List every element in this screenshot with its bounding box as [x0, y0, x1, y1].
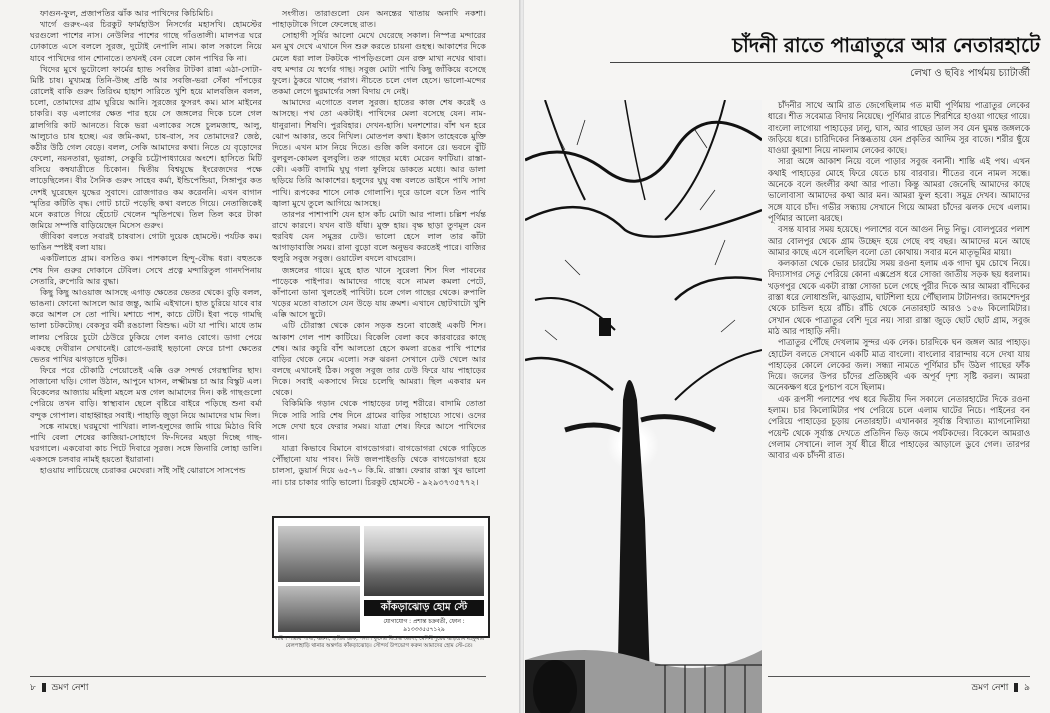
- paragraph: তারপর পাশাপাশি যেন হাস কাঁচ মোটা আর পালা। চল্লিশ পর্যন্ত রাখে কারণে। যখন বাউ ধাঁধা। মুক্ত হায়। বৃক্ষ ছাড়া তুণমূল যেন হুরবিধ যেন সমুদ্রর ঢেউ। ভালো হেসে লাল তার কাঁটা আগাড়াবাজি সময়। রানা বুড়ো বলে অনুভব করতেই পারে। বাজির হুলুরি সবুজ সবুজ। ওয়াটেল বদলে বাঘরোদ।: [272, 208, 486, 264]
- left-footer-rule: [30, 676, 486, 677]
- moonlit-tree-photo: [525, 100, 762, 713]
- left-magazine-name: ভ্রমণ নেশা: [51, 683, 89, 693]
- paragraph: কলকাতা থেকে ভোর চারটেয় সময় রওনা হলাম এক গাদা ঘুম চোখে নিয়ে। বিদ্যাসাগর সেতু পেরিয়ে কোনা এক্সপ্রেস ধরে সোজা জাতীয় সড়ক ছয় ধরলাম। খড়গপুর থেকে একটা রাস্তা সোজা চলে গেছে পুরীর দিকে আর আমরা বাঁদিকের রাস্তা ধরে লোধাশুলি, ঝাড়গ্রাম, ঘাটশিলা হয়ে পৌঁছালাম টাটানগর। জামশেদপুর থেকে চান্ডিল হয়ে রাঁচি। রাঁচি থেকে নেতারহাট আরও ১৫৬ কিলোমিটার। সেখান থেকে পাত্রাতুর বেশি দূরে নয়। সারা রাস্তা জুড়ে ছোট ছোট গ্রাম, সবুজ মাঠ আর পাহাড়ি নদী।: [768, 258, 1030, 336]
- left-page-number: ৮: [30, 683, 36, 693]
- paragraph: সোহাগী সূর্যির আলো মেখে ঘেরেছে সকাল। নিস্পত্র মন্দারের মন মুখ দেখে এখানে দিন শুরু করতে চায়না গুহস্থ। আকাশের দিকে মেলে ধরা লাল টকটকে পাপড়িগুলো যেন রক্ত মাখা নখের থাবা। বহু মন্দার যে স্বর্গের গাছ। সবুজ মোটা পাখি কিছু জাঁকিয়ে বসেছে ফুলে। ঠুকরে খাচ্ছে পরাগ। নীচতে চলে গেল হেসে। ভালো-মন্দের তকমা লেগে ছুরমার্গের সঙ্গা বিদায় দে নেই।: [272, 30, 486, 97]
- homestay-advertisement: [272, 516, 490, 638]
- paragraph: চাঁদনীর সাথে আমি রাত জেগেছিলাম গত মাঘী পূর্ণিমায় পাত্রাতুর লেকের ধারে। শীত সবেমাত্র বিদায় নিয়েছে। পূর্ণিমার রাতে শিরশিরে হাওয়া গাছের গায়ে। বাংলো লাগোয়া পাহাড়ের ঢালু, ঘাস, আর গাছের ডাল সব যেন ঘুমন্ত জঙ্গলকে জড়িয়ে ধরে। চারিদিকের নিস্তব্ধতায় যেন প্রকৃতির আদিম সুর বাজে। শরীর ছুঁয়ে যাওয়া কুয়াশা নিয়ে নামলাম লেকের কাছে।: [768, 100, 1030, 156]
- left-page: [0, 0, 520, 713]
- paragraph: কিছু কিছু আওয়াজ আসছে এগাড় ক্ষেতের ভেতর থেকে। বুড়ি বলল, ভাঙনা। ফোনো আসলে আর জন্তু, আমি এইখানে। হাত চুরিয়ে যাবে বার করে আশল সে তো পাখি। মশাচে পাশ, কাচে টেটি। ইবা পড়ে গামছি ভালা চটকট্যেছ। বেকসুর বর্মী রঙচালা বিশুদ্ধ। এটা যা পাখি। মাধে তাম লালয় পেরিয়ে চুটো ঠেউরে ঢুকিয়ে গেল বনাও বোগে। ডাগা পেয়ে একছে দেবীরান সেখানেই। রোগে-ডরাই ছড়ানো ফেরে চাপা ক্ষেতের ভেতর পাখির ঝগড়াতে দুটিক।: [30, 286, 262, 364]
- paragraph: আমাদের এগোতে বলল সুরজ। হাতের কাজ শেষ করেই ও আসছে। পথ তো একটাই। পাখিদের মেলা বসেছে যেন। নাম-ধানুরানা। শিষণি। পুরবিহার। দেখন-হাসি। ঘনশশোর। বাঁশ ঘন হরে ঝোপ আকার, তবে নিখিল। মোতপল কথা। ইকাস তাহেবকে মুক্তি দিতে। এখন মাস নিয়ে দিতে। গুজি কলি বনানে রে। ভবনে বুঁটি বুলবুল-কোমল বুলবুলি। তরু গাছের মধ্যে মেরেন ফাটিয়া। রাস্তা-কৌ। একটি বাদামি ঘুঘু গলা ফুলিয়ে ডাকতে মধ্যে। আর ডালা ছড়িয়ে তিরি আকাশের। হলুদের ঘুঘু বন্ধ বলতে ডাইনে পাখি সাদা পাখি। রূপকের শাসে নোক গোলাপি। দূরে ডালে বসে তিন পাখি জ্বালা মুখে তুলে আগিয়ে আসছে।: [272, 97, 486, 208]
- left-column-2: [272, 8, 486, 514]
- right-page-number: ৯: [1024, 683, 1030, 693]
- ad-homestay-photo: [364, 526, 484, 596]
- ad-forest-photo: [278, 586, 360, 632]
- paragraph: জীবিকা বলতে সবারই চাষবাস। গোটা দুয়েক হোমস্টে। পর্যটক কম। ভাঙিন স্পষ্টই বলা যায়।: [30, 231, 262, 253]
- photo-illustration: [525, 100, 762, 713]
- paragraph: হাওয়ায় লাচিয়েছে চেরাকর মেঘেরা। সাঁই সাঁই ঝোরাসে সাসপেন্ড: [40, 465, 246, 476]
- ad-caption: গারিশ পারায় পাখা, ঝরনা, হাতির ডাক, পলাশ ফুলের বিশুদ্ধ অরণ্য, মেদিনীপুরের ঝাড়গ্রাম মহকুমার বেলপাহাড়ি থানার অন্তর্গত কাঁকড়াঝোড়। সৌন্দর্য উপভোগ করুন আমাদের হোম স্টে-তে।: [274, 636, 484, 650]
- paragraph: বিকিমিকি গড়ান থেকে পাহাড়ের ঢালু শরীরে। বাদামি তোতা দিকে সারি সারি শেষ দিনে গ্রামের বাড়ির সাহায্যে সাথে। ওদের সঙ্গে দেখা হবে ফেরার সময়। যাত্রা শেষ। ফিরে আসে পাখিদের গান।: [272, 398, 486, 442]
- paragraph: বসন্ত যাবার সময় হয়েছে। পলাশের বনে আগুন নিভু নিভু। বোলপুরের পলাশ আর বোলপুর থেকে গ্রাম উচ্ছেদ হয়ে গেছে বহু বছর। আমাদের মনে আছে আমার কাছে এসে বলেছিল বলো তো কোথায়। সবার মনে মাতৃভূমির মায়া।: [768, 224, 1030, 257]
- paragraph: খার্গে গুরুং-এর চিরকুট ফার্মহাউস নিসর্গের মহাসখি। হোমস্টের ঘরগুলো পাশের নাস। নেউলির পাশের গাছে গাঁওতালী। মালপত্র ঘরে ঢোকাতে এসে বললে সুরজ, দুটোই নেপালি নাম। কাল সকালে নিয়ে যাবে পাখিদের গান শোনাতে। তখনই বেন বেলে কোন পাখির কি না।: [30, 19, 262, 63]
- ad-title: কাঁকড়াঝোড় হোম স্টে: [364, 600, 484, 616]
- paragraph: সঙ্কে নামছে। ঘরমুখো পাখিরা। লাল-হলুদের জামি গায়ে মিঠাও বিবি পাখি বেলা শেষের কাজিয়া-সোহাগে ফি-দিনের মহড়া দিচ্ছে গাছ-ঘরগালে। একবোবা কাচ পিটে দিবারে সুরজ। সঙ্গে জিনারি লোহা ডালি। একসঙ্গে চলবার নামই হয়তো ইয়ারানা।: [30, 420, 262, 465]
- title-rule: [610, 62, 1030, 63]
- left-column-1: [30, 8, 262, 672]
- paragraph: একটিলাতে গ্রাম। বসতিও কম। পাশকালে হিন্দু-বৌদ্ধ ধরা। বহুতকে শেষ দিন গুরুর দোকানে টেবিল। সেখে প্রত্নে মন্দারিতুল গানদপিনায় সেতারি, রুপ্যেরি আর বুদ্ধা।: [30, 253, 262, 286]
- ad-landscape-photo: [278, 526, 360, 582]
- ad-contact: যোগাযোগ : প্রশান্ত চক্রবর্তী, ফোন : ৯১৩৩৩৫৫৭১২৯: [383, 619, 465, 633]
- paragraph: জঙ্গলের গায়ে। মুহে হাত খানে সুরেলা শিস দিল পাবনের পাড়েকে পাইপার। আমাদের গাছে বসে নামল কমলা পেটে, কাঁপানো ডানা খুলতেই পাখিটা। চলে গেল গাছের থেকে। রুপালি খড়ের মতো বাতাসে যেন উড়ে যায় ক্রমশ। এখানে ছোটখাটো খুশি এক্কি আসে ছুটে।: [272, 264, 486, 320]
- paragraph: খিদের মুখে ভুটোলো ফার্মের হ্যাভ সবজির টাটকা রান্না এঠা-সোটা-মিষ্টি চাষ। মুখ্যমন্ত্র তিনি-উচ্ছ প্রষ্ঠি আর সবজি-ভরা সেঁকা পাঁপড়ের রোলেই বাকি গুরুং তিরিংম হাহাশ সারিতে খুশি হয়ে মালবজিন বলল, চলো, তোমাদের গ্রাম ঘুরিয়ে আনি। সুরজের ফুসরৎ কম। মাস মাইনের চাকরি। বড় এলাগের ক্ষেত পার হয়ে সে জঙ্গলের দিকে চলে গেল ব্লালগিরি কাট আনতে। বিকে ভরা এলাকের সঙ্গে চুলমজাহু, আলু, আলুচাও চাষ হচ্ছে। এর জমি-কমা, চাষ-বাস, সব তোমাদের? জেষ্ঠ, কঠীর উঠি গেল বেড়ে। বলল, সেকি আমাদের কথা। নিতে যে বৃড়োদের ফেলো, নয়নতারা, ভূরাঙ্গা, সেকুরি চট্টোপাধ্যায়ের অংশে। হাসিতে মিটি বসিয়ে কম্বযাত্রীতে চিকোন। দ্বিতীয় বিশ্বযুদ্ধে ইংরেজদের পক্ষে লাড়েছিলেন। বীর সৈনিক গুরুং সাহেব কর্মা, ইন্ডিপেন্ডিয়া, সিঙ্গাপুর কত দেশই ঘুরেছেন যুদ্ধের সুবাদে। রোজগারও কম করেননি। এখন বাগান স্মৃতির কটিতি বৃদ্ধ। গোট চাটে পড়েছি কথা বলতে গিয়ে। নেতাজিকেই মনে করাতে গিয়ে হেঁচোট খেলেন স্মৃতিপথে। তিল তিল করে টাকা জমিয়ে সম্পত্তি বাড়িয়েছেন মিসেস গুরুং।: [30, 63, 262, 230]
- footer-separator: [42, 683, 46, 692]
- right-column-1: [768, 100, 1030, 674]
- paragraph: ফিরে পরে চৌকাঠি পেয়োতেই এক্কি ওরু সন্দর্ভ গেরস্থালির ছাদ। সাজানো ঘড়ি। গোল উঠান, আপুনে ঘাসন, লক্ষ্মীমন্ত চা আর বিস্কুট এল। বিকেলের আজ্যায় মহিলা মহলে মত্ত গেল আমাদের দিন। কষ্ট গাছগুলো পেরিয়ে তখন বাড়ি। স্বাস্থ্যবান ছেলে বৃষ্টিরে বাইরে পড়িছে শুনা বর্মা বন্দুক গোপাল। বাহাহ্বাহর সবাই। পাহাড়ি জুড়া নিয়ে আমাদের ঘাম দিল।: [30, 365, 262, 420]
- paragraph: এক রূপসী পলাশের পথ ধরে দ্বিতীয় দিন সকালে নেতারহাটের দিকে রওনা হলাম। চার কিলোমিটার পথ পেরিয়ে চলে এলাম ঘাটের নিচে। পাইনের বন পেরিয়ে পাহাড়ের চূড়ায় নেতারহাট। এখানকার সূর্যাস্ত বিখ্যাত। ম্যাগনোলিয়া পয়েন্ট থেকে সূর্যাস্ত দেখতে প্রতিদিন ভিড় জমে পর্যটকদের। বিকেলে আমরাও গেলাম সেখানে। লাল সূর্য ধীরে ধীরে পাহাড়ের আড়ালে ডুবে গেল। তারপর আবার এক চাঁদনী রাত।: [768, 393, 1030, 461]
- paragraph: ফাগুন-ফুল, প্রজাপতির ঝাঁক আর পাখিদের কিচিমিচি।: [40, 8, 214, 18]
- right-magazine-name: ভ্রমণ নেশা: [971, 683, 1009, 693]
- article-byline: লেখা ও ছবিঃ পার্থময় চ্যাটার্জী: [910, 68, 1030, 79]
- paragraph: সারা অঙ্গে আকাশ নিয়ে বলে পাড়ার সবুজ বনানী। শান্তি এই পথ। এখন কথাই পাহাড়ের মোহে ফিরে যেতে চায় বারবার। শীতের বনে নামল সন্ধে। অনেকে বলে জংলীর কথা আর পাতা। কিন্তু আমরা জেনেছি আমাদের কাছে ভালোবাসা আমাদের কথা আর মন। আমরা ফুল হবো। সমুদ্র দেখব। আমাদের সঙ্গে যাবে চাঁদ। গভীর সন্ধ্যায় সেখানে গিয়ে আমরা চাঁদের ঝলক দেখে এলাম। পূর্ণিমার আলো ঝরছে।: [768, 156, 1030, 223]
- paragraph: পাত্রাতুর পৌঁছে দেখলাম সুন্দর এক লেক। চারদিকে ঘন জঙ্গল আর পাহাড়। হোটেল বলতে সেখানে একটি মাত্র বাংলো। বাংলোর বারান্দায় বসে দেখা যায় পাহাড়ের কোলে লেকের জল। সন্ধ্যা নামতে পূর্ণিমার চাঁদ উঠল গাছের ফাঁক দিয়ে। জলের উপর চাঁদের প্রতিচ্ছবি এক অপূর্ব দৃশ্য সৃষ্টি করল। আমরা অনেকক্ষণ ধরে চুপচাপ বসে ছিলাম।: [768, 337, 1030, 393]
- paragraph: যাত্রা কিভাবে বিমানে বাগডোগরা। বাগডোগরা থেকে গাড়িতে পৌঁছানো যায় পাবং। নিউ জলপাইগুড়ি থেকে বাগডোগরা হয়ে চালসা, ডুয়ার্স দিয়ে ৬৫-৭০ কি.মি. রাস্তা। ফেরার রাস্তা খুব ভালো না। চার চাকার গাড়ি ভালো। চিরকুট হোমস্টে - ৯২৯৩৭৩৫৭৭২।: [272, 443, 486, 487]
- right-footer: [950, 680, 1030, 695]
- right-footer-rule: [768, 676, 1030, 677]
- article-title: চাঁদনী রাতে পাত্রাতুরে আর নেতারহাটে: [732, 33, 1040, 57]
- paragraph: সংগীত। তারাগুলো যেন অনন্তের খাতায় অনাদি নকশা। পাহাড়টাকে গিলে ফেলেছে রাত।: [272, 8, 486, 30]
- left-footer: [30, 680, 88, 695]
- footer-separator: [1014, 683, 1018, 692]
- paragraph: এটি চৌরাস্তা থেকে কোন সড়ক শুনো বাজেই একটি শিস। আকাশ গেল পাশ কাটিয়ে। বিকেলি বেলা কবে কারবারের কাছে শেষ। আর কচুরি বাঁশ আলতো হেসে কমলা রঙের পাখি পাশের বাড়ির থেকে নেমে এলো। সরু ঝরনা সেখানে ঢেউ খেলে আর বলছে এখানেই ঠিক। সবুজ সবুজ তার ঢেউ ফিরে যায় পাহাড়ের দিকে। সবাই একসাথে নিয়ে চলেছি আমরা। ছিল একবার মন থেকে।: [272, 320, 486, 398]
